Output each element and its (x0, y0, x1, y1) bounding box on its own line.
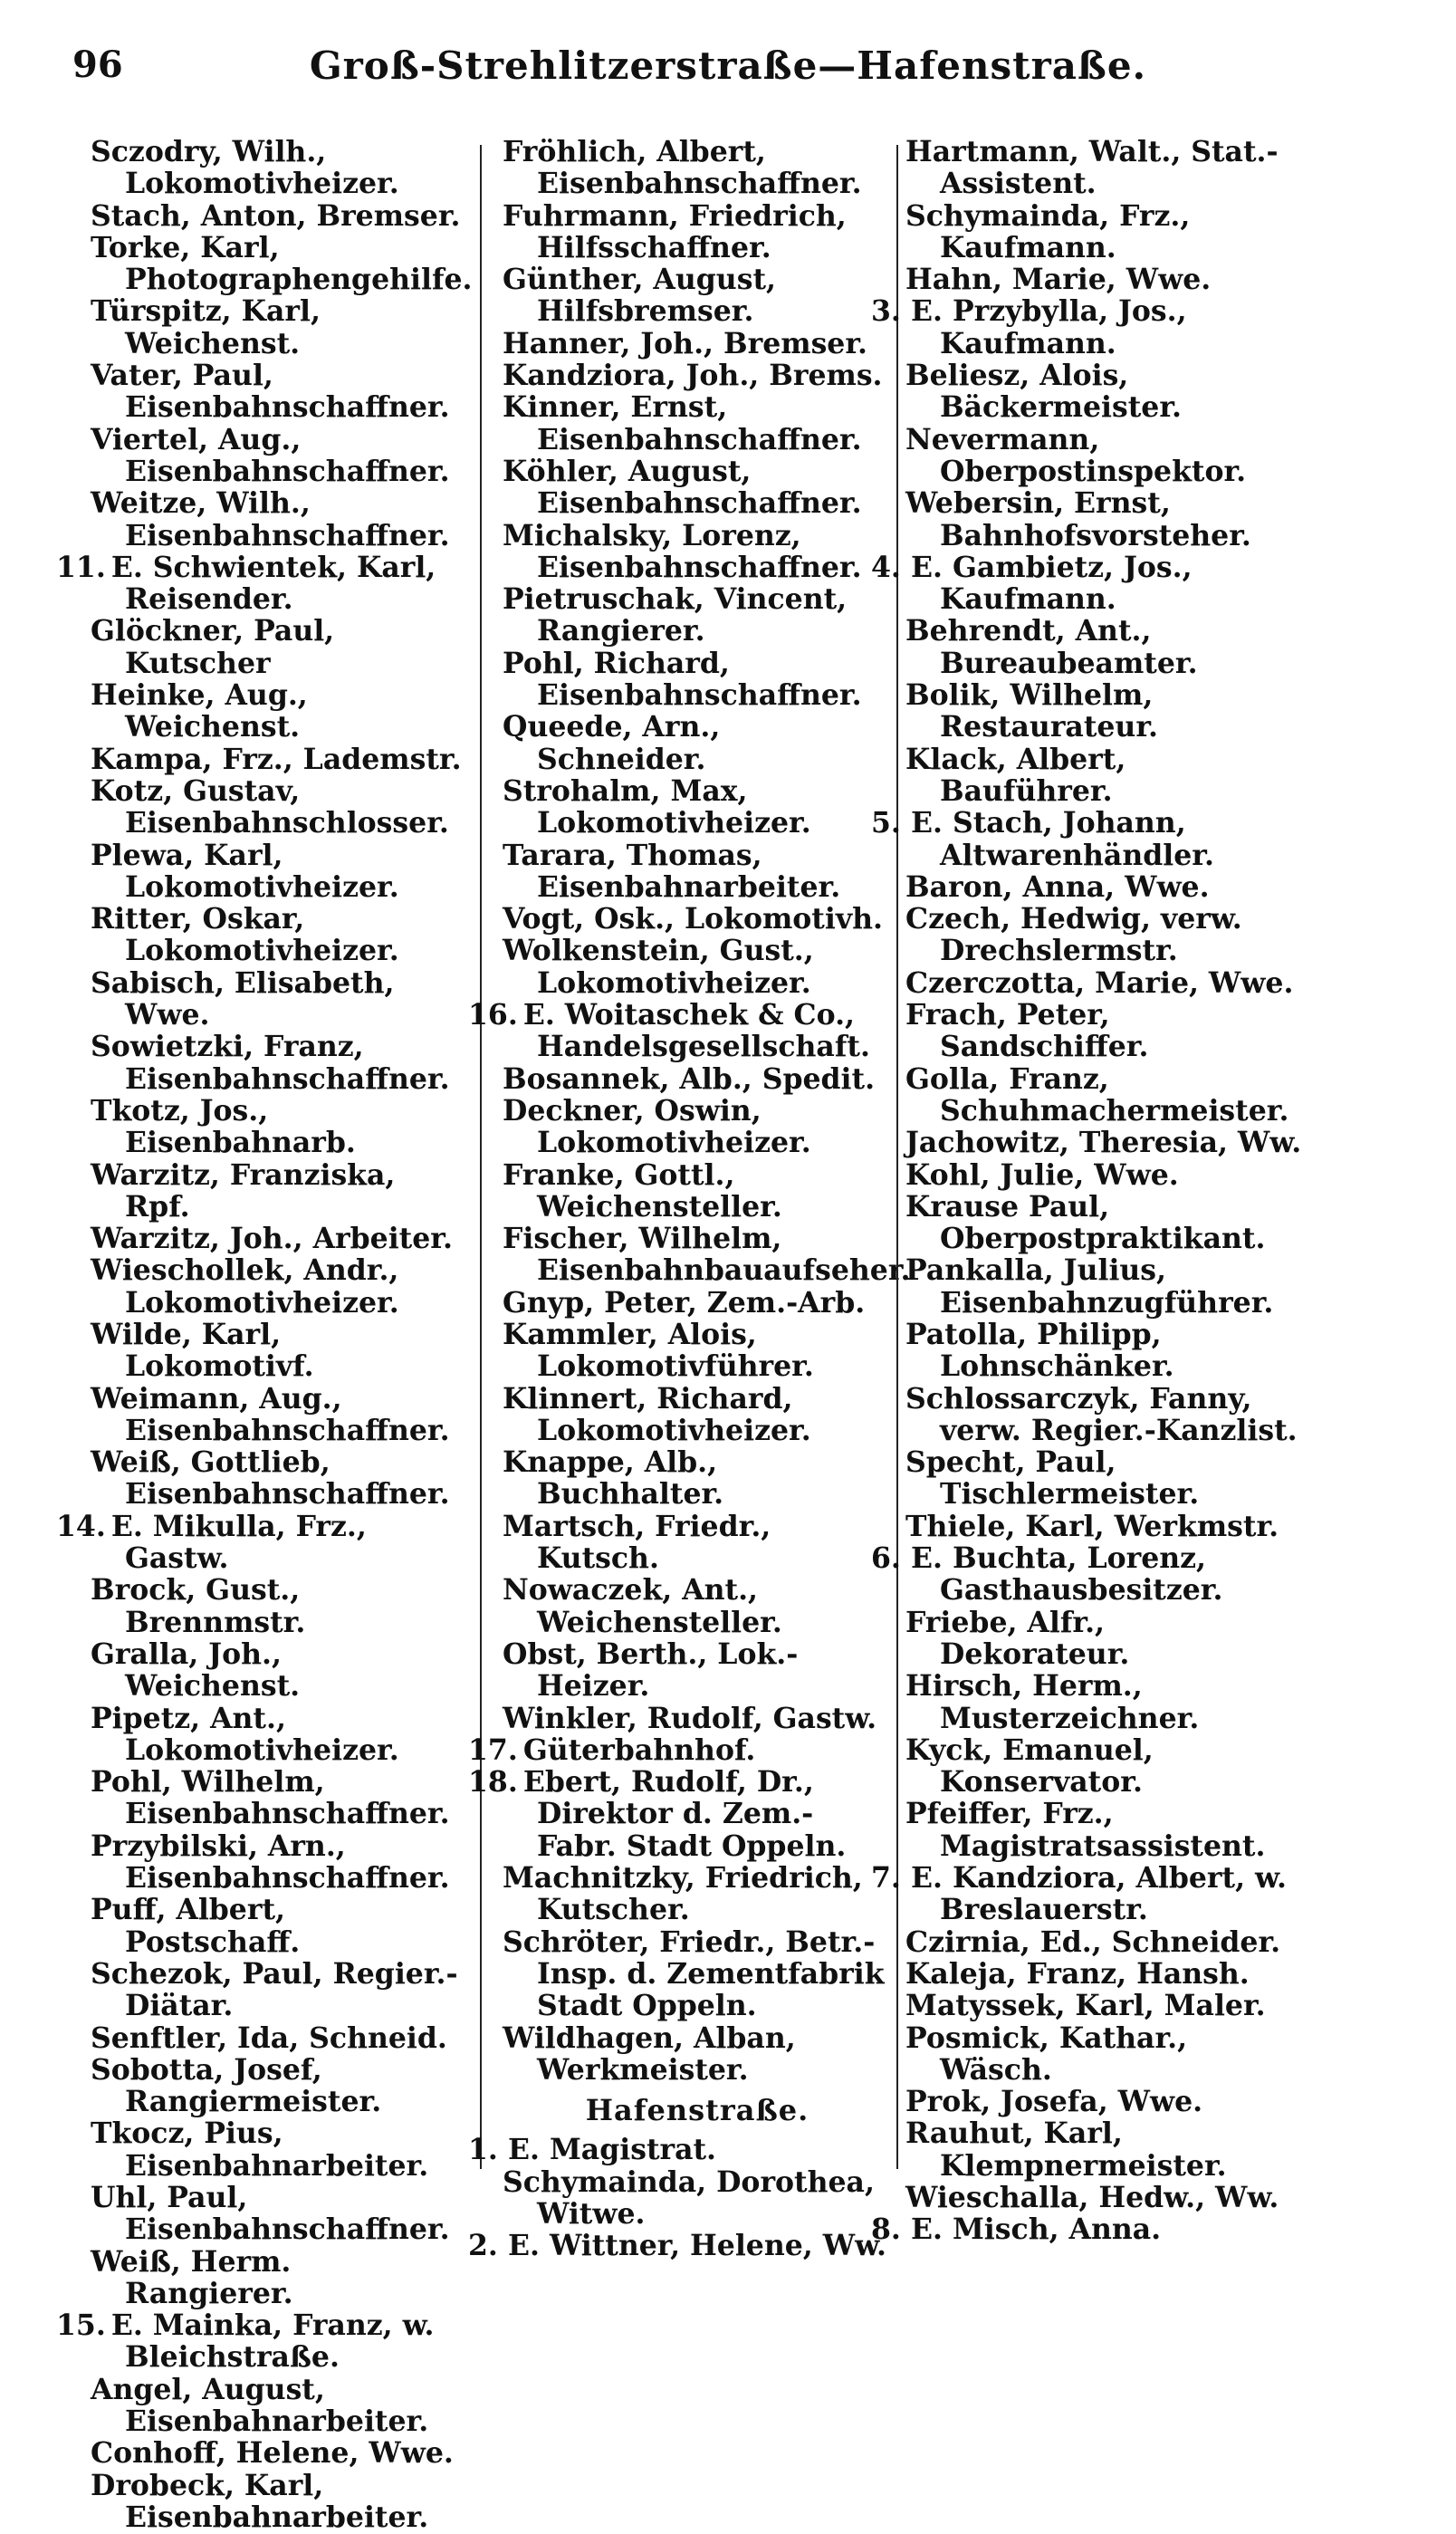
directory-entry (56, 2308, 462, 2375)
directory-columns (0, 135, 1456, 2534)
directory-entry (503, 136, 892, 200)
directory-entry (905, 1446, 1304, 1511)
directory-entry (503, 391, 892, 456)
directory-entry (91, 2470, 462, 2534)
directory-entry (503, 1574, 892, 1638)
house-number: 18. (468, 1765, 518, 1800)
directory-entry (503, 1383, 892, 1447)
directory-entry (905, 200, 1304, 264)
resident-text: Hanner, Joh., Bremser. (503, 326, 868, 360)
directory-entry (503, 1319, 892, 1383)
directory-entry (503, 711, 892, 775)
resident-text: Stach, Anton, Bremser. (91, 198, 461, 233)
directory-entry (905, 615, 1304, 679)
resident-text: Pankalla, Julius, Eisenbahnzugführer. (905, 1253, 1274, 1320)
resident-text: Wildhagen, Alban, Werkmeister. (503, 2020, 796, 2087)
directory-entry (91, 1574, 462, 1638)
resident-text: Schymainda, Dorothea, Witwe. (503, 2164, 875, 2231)
column-1 (56, 135, 473, 2534)
directory-entry (503, 1095, 892, 1159)
directory-entry (503, 264, 892, 328)
resident-text: Tkocz, Pius, Eisenbahnarbeiter. (91, 2116, 429, 2183)
resident-text: Puff, Albert, Postschaff. (91, 1893, 301, 1959)
directory-entry (503, 1159, 892, 1224)
resident-text: Bolik, Wilhelm, Restaurateur. (905, 678, 1158, 744)
resident-text: Warzitz, Franziska, Rpf. (91, 1157, 396, 1224)
directory-entry (905, 1926, 1304, 1958)
directory-entry (905, 1063, 1304, 1128)
resident-text: Michalsky, Lorenz, Eisenbahnschaffner. (503, 518, 862, 584)
resident-text: Martsch, Friedr., Kutsch. (503, 1509, 771, 1576)
directory-entry (91, 2182, 462, 2246)
resident-text: Drobeck, Karl, Eisenbahnarbeiter. (91, 2468, 429, 2534)
directory-entry: 8. E. Misch, Anna. (871, 2212, 1162, 2247)
resident-text: Schezok, Paul, Regier.-Diätar. (91, 1956, 458, 2023)
resident-text: E. Stach, Johann, Altwarenhändler. (911, 806, 1214, 872)
directory-entry (905, 871, 1304, 903)
resident-text: Machnitzky, Friedrich, Kutscher. (503, 1861, 863, 1927)
directory-entry (905, 1319, 1304, 1383)
resident-text: Pohl, Wilhelm, Eisenbahnschaffner. (91, 1765, 450, 1831)
resident-text: Hartmann, Walt., Stat.-Assistent. (905, 135, 1279, 201)
column-divider (480, 145, 482, 2169)
directory-entry (503, 1222, 911, 1288)
page-header (0, 43, 1456, 107)
resident-text: Hahn, Marie, Wwe. (905, 263, 1212, 297)
page-title: Groß-Strehlitzerstraße—Hafenstraße. (309, 43, 1147, 88)
resident-text: Tkotz, Jos., Eisenbahnarb. (91, 1093, 356, 1160)
resident-text: Weimann, Aug., Eisenbahnschaffner. (91, 1381, 450, 1447)
directory-entry (91, 1703, 462, 1767)
directory-entry (91, 1223, 462, 1254)
resident-text: Specht, Paul, Tischlermeister. (905, 1445, 1200, 1512)
resident-text: Tarara, Thomas, Eisenbahnarbeiter. (503, 838, 841, 904)
resident-text: Gnyp, Peter, Zem.-Arb. (503, 1285, 866, 1320)
directory-entry (91, 2246, 462, 2310)
resident-text: Kotz, Gustav, Eisenbahnschlosser. (91, 773, 449, 840)
column-3 (871, 135, 1304, 2247)
resident-text: Czerczotta, Marie, Wwe. (905, 965, 1294, 1000)
resident-text: Köhler, August, Eisenbahnschaffner. (503, 454, 862, 521)
resident-text: Strohalm, Max, Lokomotivheizer. (503, 773, 811, 840)
resident-text: Weitze, Wilh., Eisenbahnschaffner. (91, 486, 450, 552)
resident-text: Sczodry, Wilh., Lokomotivheizer. (91, 135, 399, 201)
directory-entry (91, 903, 462, 967)
resident-text: E. Magistrat. (508, 2133, 717, 2167)
directory-entry (91, 615, 462, 679)
directory-entry (91, 1446, 462, 1511)
resident-text: E. Kandziora, Albert, w. Breslauerstr. (911, 1861, 1287, 1927)
directory-entry (91, 1383, 462, 1447)
page-number: 96 (72, 43, 123, 86)
directory-entry (905, 967, 1304, 999)
directory-entry (91, 679, 462, 744)
directory-entry (468, 1733, 892, 1767)
street-heading: Hafenstraße. (585, 2093, 809, 2128)
resident-text: Nevermann, Oberpostinspektor. (905, 422, 1247, 488)
directory-entry (503, 2166, 892, 2231)
directory-entry (905, 264, 1304, 295)
directory-entry (56, 550, 462, 617)
resident-text: Brock, Gust., Brennmstr. (91, 1573, 306, 1639)
resident-text: Kinner, Ernst, Eisenbahnschaffner. (503, 390, 862, 456)
directory-entry (503, 456, 892, 520)
resident-text: Obst, Berth., Lok.-Heizer. (503, 1637, 799, 1704)
resident-text: Torke, Karl, Photographengehilfe. (91, 230, 473, 297)
directory-entry (91, 2054, 462, 2118)
house-number: 15. (56, 2308, 106, 2343)
resident-text: Heinke, Aug., Weichenst. (91, 678, 308, 744)
directory-entry (905, 2117, 1304, 2182)
directory-entry (905, 1511, 1304, 1542)
directory-entry (905, 1958, 1304, 1990)
directory-entry (905, 1670, 1304, 1734)
directory-entry (503, 1511, 892, 1575)
directory-entry (91, 1095, 462, 1159)
resident-text: Fuhrmann, Friedrich, Hilfsschaffner. (503, 198, 847, 264)
resident-text: Klinnert, Richard, Lokomotivheizer. (503, 1381, 811, 1447)
directory-entry (905, 487, 1304, 552)
resident-text: E. Misch, Anna. (911, 2212, 1162, 2247)
resident-text: Plewa, Karl, Lokomotivheizer. (91, 838, 399, 904)
resident-text: Pietruschak, Vincent, Rangierer. (503, 582, 848, 648)
resident-text: Glöckner, Paul, Kutscher (91, 614, 335, 680)
resident-text: Klack, Albert, Bauführer. (905, 742, 1126, 808)
directory-entry (91, 1894, 462, 1958)
directory-entry (905, 744, 1304, 808)
resident-text: Sowietzki, Franz, Eisenbahnschaffner. (91, 1030, 450, 1096)
directory-entry (905, 1990, 1304, 2021)
directory-entry (905, 2182, 1304, 2213)
resident-text: Beliesz, Alois, Bäckermeister. (905, 359, 1183, 425)
resident-text: Kohl, Julie, Wwe. (905, 1157, 1179, 1192)
resident-text: E. Gambietz, Jos., Kaufmann. (911, 550, 1193, 617)
directory-entry (91, 840, 462, 904)
directory-entry (91, 1958, 462, 2022)
directory-entry (503, 1703, 892, 1734)
directory-entry (91, 295, 462, 360)
resident-text: Krause Paul, Oberpostpraktikant. (905, 1189, 1266, 1256)
house-number: 14. (56, 1509, 106, 1543)
directory-entry: 4. E. Gambietz, Jos., Kaufmann. (871, 550, 1193, 617)
directory-entry (91, 230, 473, 297)
directory-entry (91, 2374, 462, 2438)
resident-text: Sobotta, Josef, Rangiermeister. (91, 2052, 382, 2119)
directory-entry (905, 136, 1304, 200)
resident-text: Warzitz, Joh., Arbeiter. (91, 1222, 453, 1256)
directory-entry (503, 775, 892, 840)
resident-text: Angel, August, Eisenbahnarbeiter. (91, 2372, 429, 2439)
directory-entry (905, 1734, 1304, 1799)
directory-entry (905, 1191, 1304, 1255)
directory-entry (905, 360, 1304, 424)
directory-entry (503, 935, 892, 999)
resident-text: Webersin, Ernst, Bahnhofsvorsteher. (905, 486, 1251, 552)
resident-text: Posmick, Kathar., Wäsch. (905, 2020, 1188, 2087)
directory-entry (503, 328, 892, 360)
directory-entry (503, 1287, 892, 1319)
directory-entry (91, 1031, 462, 1095)
directory-entry: 7. E. Kandziora, Albert, w. Breslauerstr. (871, 1861, 1287, 1927)
resident-text: Vater, Paul, Eisenbahnschaffner. (91, 359, 450, 425)
resident-text: Golla, Franz, Schuhmachermeister. (905, 1061, 1289, 1128)
resident-text: Kaleja, Franz, Hansh. (905, 1956, 1250, 1991)
directory-entry: 1. E. Magistrat. (468, 2133, 717, 2167)
directory-entry (503, 520, 892, 584)
directory-entry (503, 840, 892, 904)
resident-text: Schymainda, Frz., Kaufmann. (905, 198, 1191, 264)
directory-entry (905, 999, 1304, 1063)
resident-text: Weiß, Gottlieb, Eisenbahnschaffner. (91, 1445, 450, 1512)
resident-text: Wieschollek, Andr., Lokomotivheizer. (91, 1253, 399, 1320)
directory-entry (905, 1254, 1304, 1319)
directory-entry (91, 136, 462, 200)
resident-text: Schlossarczyk, Fanny, verw. Regier.-Kanzlist. (905, 1381, 1298, 1447)
resident-text: Queede, Arn., Schneider. (503, 710, 721, 776)
resident-text: Friebe, Alfr., Dekorateur. (905, 1605, 1130, 1671)
directory-entry: 5. E. Stach, Johann, Altwarenhändler. (871, 806, 1214, 872)
resident-text: Wolkenstein, Gust., Lokomotivheizer. (503, 934, 814, 1000)
resident-text: Jachowitz, Theresia, Ww. (905, 1126, 1302, 1160)
directory-entry (503, 1862, 892, 1926)
directory-entry (56, 1509, 462, 1576)
directory-entry (905, 679, 1304, 744)
resident-text: Bosannek, Alb., Spedit. (503, 1061, 876, 1096)
resident-text: E. Buchta, Lorenz, Gasthausbesitzer. (911, 1541, 1223, 1608)
directory-entry (91, 2117, 462, 2182)
resident-text: Kandziora, Joh., Brems. (503, 359, 883, 393)
resident-text: Vogt, Osk., Lokomotivh. (503, 902, 883, 936)
resident-text: Frach, Peter, Sandschiffer. (905, 998, 1149, 1064)
resident-text: Kampa, Frz., Lademstr. (91, 742, 462, 776)
directory-entry: 6. E. Buchta, Lorenz, Gasthausbesitzer. (871, 1541, 1223, 1608)
house-number: 17. (468, 1733, 518, 1767)
directory-entry (905, 424, 1304, 488)
directory-entry (91, 1830, 462, 1895)
resident-text: Baron, Anna, Wwe. (905, 869, 1210, 904)
resident-text: Przybilski, Arn., Eisenbahnschaffner. (91, 1829, 450, 1896)
resident-text: Ebert, Rudolf, Dr., Direktor d. Zem.-Fabr. Stadt Oppeln. (522, 1765, 847, 1863)
resident-text: Matyssek, Karl, Maler. (905, 1989, 1266, 2023)
directory-entry (905, 1159, 1304, 1191)
resident-text: Türspitz, Karl, Weichenst. (91, 294, 321, 360)
resident-text: E. Mainka, Franz, w. Bleichstraße. (110, 2308, 435, 2375)
resident-text: E. Schwientek, Karl, Reisender. (110, 550, 436, 617)
directory-entry (91, 1638, 462, 1703)
resident-text: Deckner, Oswin, Lokomotivheizer. (503, 1093, 811, 1160)
house-number: 11. (56, 550, 106, 584)
resident-text: E. Mikulla, Frz., Gastw. (110, 1509, 367, 1576)
resident-text: Gralla, Joh., Weichenst. (91, 1637, 301, 1704)
resident-text: Kyck, Emanuel, Konservator. (905, 1733, 1154, 1800)
resident-text: E. Przybylla, Jos., Kaufmann. (911, 294, 1187, 360)
directory-entry (91, 775, 462, 840)
directory-entry (905, 1798, 1304, 1862)
directory-entry (468, 1765, 892, 1863)
directory-entry (91, 1254, 462, 1319)
resident-text: Pfeiffer, Frz., Magistratsassistent. (905, 1797, 1266, 1863)
resident-text: Czirnia, Ed., Schneider. (905, 1924, 1281, 1959)
directory-entry (468, 998, 892, 1064)
resident-text: Hirsch, Herm., Musterzeichner. (905, 1669, 1200, 1735)
directory-entry (91, 200, 462, 232)
resident-text: Uhl, Paul, Eisenbahnschaffner. (91, 2181, 450, 2247)
directory-entry (503, 1063, 892, 1095)
directory-entry (503, 1446, 892, 1511)
directory-entry (905, 1127, 1304, 1158)
directory-entry (503, 903, 892, 935)
directory-entry (503, 1638, 892, 1703)
resident-text: Nowaczek, Ant., Weichensteller. (503, 1573, 782, 1639)
resident-text: Patolla, Philipp, Lohnschänker. (905, 1317, 1174, 1384)
resident-text: E. Woitaschek & Co., Handelsgesellschaft. (522, 998, 870, 1064)
resident-text: Sabisch, Elisabeth, Wwe. (91, 965, 395, 1032)
resident-text: Conhoff, Helene, Wwe. (91, 2436, 454, 2471)
resident-text: Schröter, Friedr., Betr.-Insp. d. Zementfabrik Stadt Oppeln. (503, 1924, 885, 2023)
directory-entry (503, 1926, 892, 2022)
resident-text: Kammler, Alois, Lokomotivführer. (503, 1317, 814, 1384)
directory-entry (91, 967, 462, 1032)
directory-entry (503, 583, 892, 648)
resident-text: Czech, Hedwig, verw. Drechslermstr. (905, 902, 1242, 968)
resident-text: Behrendt, Ant., Bureaubeamter. (905, 614, 1198, 680)
resident-text: Wieschalla, Hedw., Ww. (905, 2181, 1279, 2214)
directory-entry (503, 648, 892, 712)
resident-text: Pohl, Richard, Eisenbahnschaffner. (503, 646, 862, 713)
resident-text: Fröhlich, Albert, Eisenbahnschaffner. (503, 135, 862, 201)
resident-text: Winkler, Rudolf, Gastw. (503, 1701, 877, 1735)
directory-entry (91, 1766, 462, 1830)
resident-text: Weiß, Herm. Rangierer. (91, 2244, 293, 2310)
resident-text: Thiele, Karl, Werkmstr. (905, 1509, 1279, 1543)
directory-entry (91, 2022, 462, 2054)
resident-text: Günther, August, Hilfsbremser. (503, 263, 776, 329)
resident-text: Senftler, Ida, Schneid. (91, 2020, 447, 2055)
directory-entry (91, 360, 462, 424)
directory-entry (91, 424, 462, 488)
directory-entry: 3. E. Przybylla, Jos., Kaufmann. (871, 294, 1187, 360)
resident-text: Knappe, Alb., Buchhalter. (503, 1445, 724, 1512)
resident-text: Prok, Josefa, Wwe. (905, 2085, 1203, 2119)
directory-entry (905, 2086, 1304, 2117)
directory-entry (503, 2022, 892, 2087)
resident-text: Ritter, Oskar, Lokomotivheizer. (91, 902, 399, 968)
directory-entry (91, 1319, 462, 1383)
resident-text: Wilde, Karl, Lokomotivf. (91, 1317, 314, 1384)
directory-entry (91, 744, 462, 775)
resident-text: Fischer, Wilhelm, Eisenbahnbauaufseher. (503, 1222, 911, 1288)
directory-entry (905, 2022, 1304, 2087)
directory-entry (503, 200, 892, 264)
resident-text: Rauhut, Karl, Klempnermeister. (905, 2116, 1227, 2183)
resident-text: Viertel, Aug., Eisenbahnschaffner. (91, 422, 450, 488)
house-number: 16. (468, 998, 518, 1032)
resident-text: E. Wittner, Helene, Ww. (508, 2229, 886, 2263)
directory-entry (503, 360, 892, 391)
directory-entry (905, 1607, 1304, 1671)
resident-text: Franke, Gottl., Weichensteller. (503, 1157, 782, 1224)
resident-text: Pipetz, Ant., Lokomotivheizer. (91, 1701, 399, 1767)
resident-text: Güterbahnhof. (522, 1733, 756, 1767)
column-2 (468, 135, 911, 2263)
directory-entry (91, 487, 462, 552)
directory-entry (905, 903, 1304, 967)
directory-entry (91, 2437, 462, 2469)
directory-entry: 2. E. Wittner, Helene, Ww. (468, 2229, 886, 2263)
directory-entry (905, 1383, 1304, 1447)
directory-entry (91, 1159, 462, 1224)
